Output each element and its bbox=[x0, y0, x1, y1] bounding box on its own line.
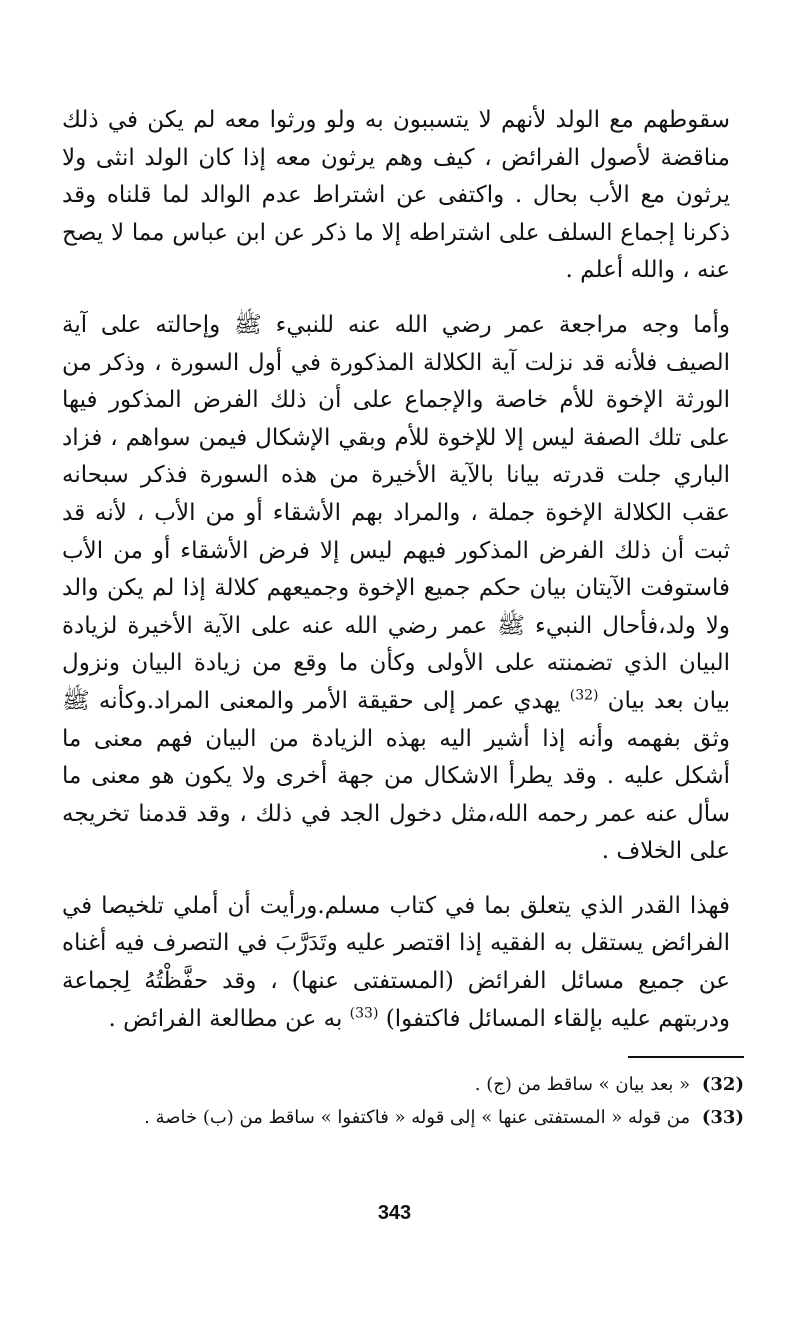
paragraph-text: وأما وجه مراجعة عمر رضي الله عنه للنبيء ﷺ وإحالته على آية الصيف فلأنه قد نزلت آية الكلالة المذكورة في أول السورة ، وذكر من الورثة الإخوة للأم خاصة والإجماع على أن ذلك الفرض المذكور فيها على تلك الصفة ليس إلا للإخوة للأم وبقي الإشكال فيمن سواهم ، فزاد الباري جلت قدرته بيانا بالآية الأخيرة من هذه السورة فذكر سبحانه عقب الكلالة الإخوة جملة ، والمراد بهم الأشقاء أو من الأب ، لأنه قد ثبت أن ذلك الفرض المذكور فيهم ليس إلا فرض الأشقاء أو من الأب فاستوفت الآيتان بيان حكم جميع الإخوة وجميعهم كلالة إذا لم يكن والد ولا ولد،فأحال النبيء ﷺ عمر رضي الله عنه على الآية الأخيرة لزيادة البيان الذي تضمنته على الأولى وكأن ما وقع من زيادة البيان ونزول بيان بعد بيان bbox=[62, 311, 730, 714]
footnote-text: من قوله « المستفتى عنها » إلى قوله « فاكتفوا » ساقط من (ب) خاصة . bbox=[144, 1107, 691, 1128]
paragraph-text: به عن مطالعة الفرائض . bbox=[108, 1005, 343, 1032]
paragraph-text: يهدي عمر إلى حقيقة الأمر والمعنى المراد.وكأنه ﷺ وثق بفهمه وأنه إذا أشير اليه بهذه الزيادة من البيان فهم معنى ما أشكل عليه . وقد يطرأ الاشكال من جهة أخرى ولا يكون هو معنى ما سأل عنه عمر رحمه الله،مثل دخول الجد في ذلك ، وقد قدمنا تخريجه على الخلاف . bbox=[62, 687, 730, 865]
footnote-text: « بعد بيان » ساقط من (ج) . bbox=[474, 1074, 691, 1095]
paragraph bbox=[62, 888, 730, 1038]
paragraph-text: سقوطهم مع الولد لأنهم لا يتسببون به ولو ورثوا معه لم يكن في ذلك مناقضة لأصول الفرائض ، كيف وهم يرثون معه إذا كان الولد انثى ولا يرثون مع الأب بحال . واكتفى عن اشتراط عدم الوالد لما قلناه وقد ذكرنا إجماع السلف على اشتراطه إلا ما ذكر عن ابن عباس مما لا يصح عنه ، والله أعلم . bbox=[62, 107, 730, 284]
footnote-number: (33) bbox=[701, 1107, 744, 1128]
paragraph-text: فهذا القدر الذي يتعلق بما في كتاب مسلم.ورأيت أن أملي تلخيصا في الفرائض يستقل به الفقيه إذا اقتصر عليه وتَدَرَّبَ في التصرف فيه أغناه عن جميع مسائل الفرائض (المستفتى عنها) ، وقد حفَّظْتُهُ لِجماعة ودربتهم عليه بإلقاء المسائل فاكتفوا) bbox=[62, 892, 730, 1032]
footnote-ref-33[interactable]: (33) bbox=[349, 1005, 379, 1021]
footnote-33 bbox=[62, 1101, 744, 1134]
footnote-number: (32) bbox=[701, 1074, 744, 1095]
main-text bbox=[62, 102, 730, 1055]
paragraph bbox=[62, 102, 730, 290]
page-number: 343 bbox=[377, 1202, 412, 1224]
footnotes bbox=[62, 1068, 744, 1134]
footnote-divider bbox=[628, 1056, 744, 1058]
paragraph bbox=[62, 307, 730, 871]
footnote-ref-32[interactable]: (32) bbox=[569, 687, 599, 704]
footnote-32 bbox=[62, 1068, 744, 1101]
